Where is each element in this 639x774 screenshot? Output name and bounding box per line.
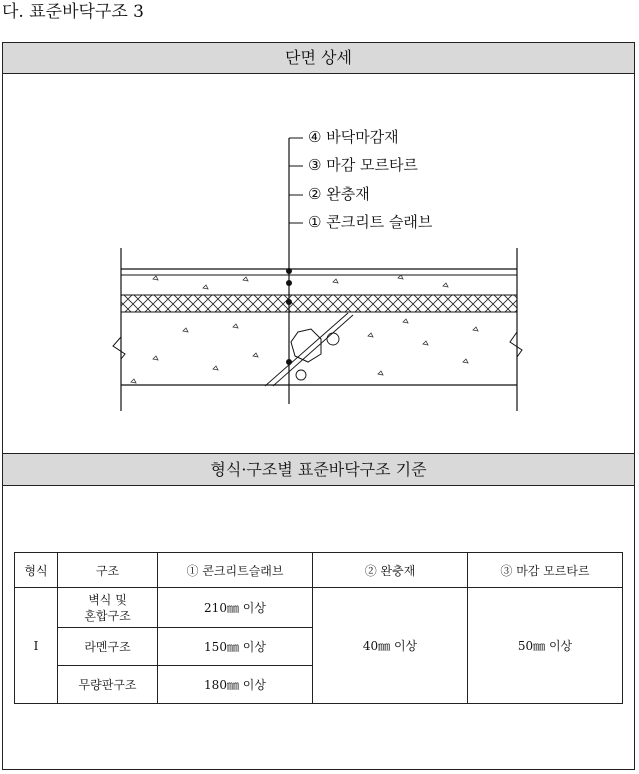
section-detail-title: 단면 상세 [3, 43, 634, 74]
mortar-value: 50㎜ 이상 [468, 588, 623, 704]
cushion-layer [121, 295, 517, 312]
structure-wall: 벽식 및 혼합구조 [58, 588, 158, 628]
header-mortar: ③ 마감 모르타르 [468, 553, 623, 588]
type-cell: I [15, 588, 58, 704]
slab-rahmen: 150㎜ 이상 [158, 628, 313, 666]
cross-section-drawing [3, 74, 634, 453]
legend-finish-mortar: ③ 마감 모르타르 [308, 156, 418, 174]
legend-floor-finish: ④ 바닥마감재 [308, 128, 399, 146]
page-heading: 다. 표준바닥구조 3 [2, 2, 144, 22]
header-type: 형식 [15, 553, 58, 588]
standard-floor-frame [2, 42, 635, 770]
legend-cushion: ② 완충재 [308, 185, 370, 203]
structure-flat-plate: 무량판구조 [58, 666, 158, 704]
standard-floor-table [14, 552, 623, 704]
section-standard-title: 형식·구조별 표준바닥구조 기준 [3, 453, 634, 486]
slab-wall: 210㎜ 이상 [158, 588, 313, 628]
legend-concrete-slab: ① 콘크리트 슬래브 [308, 213, 433, 231]
header-structure: 구조 [58, 553, 158, 588]
slab-flat-plate: 180㎜ 이상 [158, 666, 313, 704]
cushion-value: 40㎜ 이상 [313, 588, 468, 704]
structure-rahmen: 라멘구조 [58, 628, 158, 666]
header-slab: ① 콘크리트슬래브 [158, 553, 313, 588]
header-cushion: ② 완충재 [313, 553, 468, 588]
